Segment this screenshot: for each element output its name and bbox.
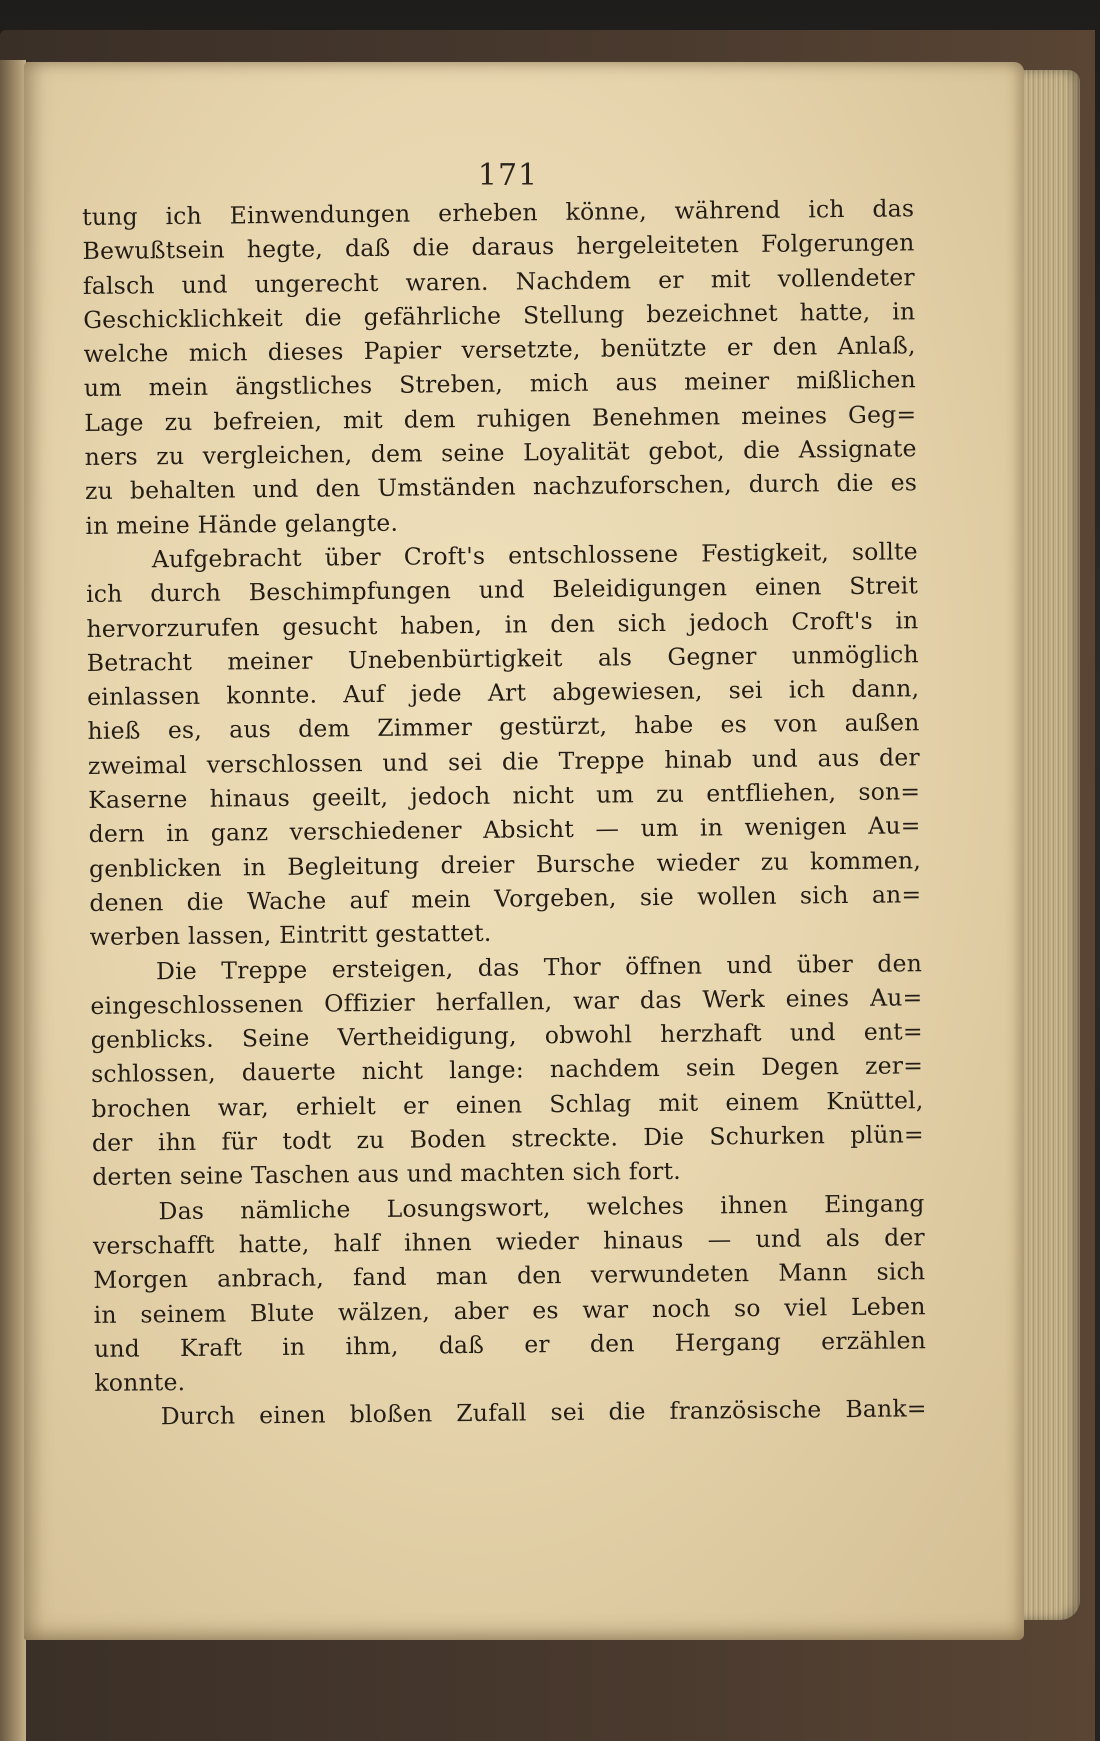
text-line: werben lassen, Eintritt gestattet. (89, 918, 492, 952)
text-line: hervorzurufen gesucht haben, in den sich jedoch Croft's in (86, 605, 919, 643)
text-line: und Kraft in ihm, daß er den Hergang erzählen (93, 1326, 927, 1363)
text-line: in meine Hände gelangte. (85, 508, 399, 540)
text-line: um mein ängstliches Streben, mich aus meiner mißlichen (83, 365, 917, 403)
text-line: zu behalten und den Umständen nachzuforschen, durch die es (84, 468, 918, 506)
text-line: falsch und ungerecht waren. Nachdem er mit vollendeter (82, 262, 915, 300)
text-line: brochen war, erhielt er einen Schlag mit einem Knüttel, (91, 1085, 924, 1123)
text-line: welche mich dieses Papier versetzte, benützte er den Anlaß, (83, 331, 916, 369)
page-number: 171 (477, 158, 539, 193)
text-line: tung ich Einwendungen erheben könne, während ich das (82, 194, 915, 231)
text-line: hieß es, aus dem Zimmer gestürzt, habe es von außen (87, 708, 920, 746)
text-line: Durch einen bloßen Zufall sei die französische Bank= (160, 1394, 927, 1431)
text-line: genblicks. Seine Vertheidigung, obwohl herzhaft und ent= (90, 1017, 923, 1055)
text-line: in seinem Blute wälzen, aber es war noch so viel Leben (93, 1291, 926, 1329)
text-line: Aufgebracht über Croft's entschlossene Festigkeit, sollte (151, 537, 918, 574)
text-line: Kaserne hinaus geeilt, jedoch nicht um zu entfliehen, son= (88, 777, 921, 815)
text-line: dern in ganz verschiedener Absicht — um in wenigen Au= (88, 811, 921, 849)
text-line: Geschicklichkeit die gefährliche Stellung bezeichnet hatte, in (83, 297, 916, 334)
text-line: ich durch Beschimpfungen und Beleidigungen einen Streit (85, 571, 919, 609)
text-line: Lage zu befreien, mit dem ruhigen Benehmen meines Geg= (84, 400, 917, 437)
left-page-edge (0, 60, 26, 1741)
text-line: Bewußtsein hegte, daß die daraus hergeleiteten Folgerungen (82, 228, 915, 266)
text-line: verschafft hatte, half ihnen wieder hinaus — und als der (92, 1223, 926, 1260)
text-line: Betracht meiner Unebenbürtigkeit als Gegner unmöglich (86, 640, 919, 677)
text-line: der ihn für todt zu Boden streckte. Die Schurken plün= (91, 1120, 924, 1157)
text-line: konnte. (94, 1368, 186, 1398)
text-line: genblicken in Begleitung dreier Bursche wieder zu kommen, (88, 845, 922, 883)
body-text (82, 191, 927, 1434)
text-line: denen die Wache auf mein Vorgeben, sie wollen sich an= (89, 880, 922, 917)
text-line: schlossen, dauerte nicht lange: nachdem sein Degen zer= (91, 1051, 924, 1089)
text-line: derten seine Taschen aus und machten sich fort. (92, 1157, 681, 1192)
text-line: Morgen anbrach, fand man den verwundeten Mann sich (93, 1257, 926, 1295)
text-line: Die Treppe ersteigen, das Thor öffnen und über den (155, 948, 923, 985)
text-line: ners zu vergleichen, dem seine Loyalität gebot, die Assignate (84, 434, 917, 472)
text-line: zweimal verschlossen und sei die Treppe hinab und aus der (87, 743, 921, 780)
text-line: Das nämliche Losungswort, welches ihnen Eingang (158, 1188, 925, 1225)
text-line: einlassen konnte. Auf jede Art abgewiesen, sei ich dann, (87, 674, 920, 712)
text-line: eingeschlossenen Offizier herfallen, war das Werk eines Au= (90, 983, 923, 1020)
